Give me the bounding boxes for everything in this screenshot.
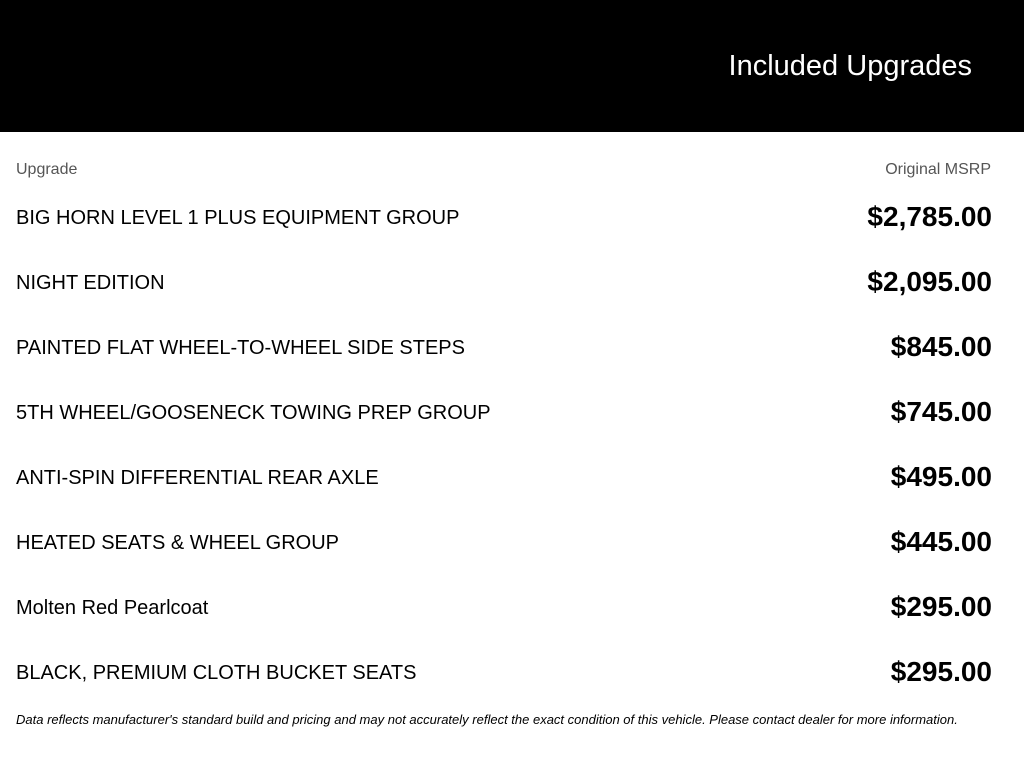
disclaimer-text: Data reflects manufacturer's standard build and pricing and may not accurately reflect the exact condition of this vehicle. Please contact dealer for more information. xyxy=(16,712,958,727)
upgrade-price: $495.00 xyxy=(890,461,992,492)
upgrade-price: $745.00 xyxy=(890,396,992,427)
upgrade-name: BLACK, PREMIUM CLOTH BUCKET SEATS xyxy=(16,662,417,684)
upgrade-name: ANTI-SPIN DIFFERENTIAL REAR AXLE xyxy=(16,467,379,489)
upgrade-row xyxy=(16,184,992,249)
upgrade-row xyxy=(16,314,992,379)
msrp-column-header: Original MSRP xyxy=(885,161,991,178)
header-banner xyxy=(0,0,1024,132)
upgrade-list xyxy=(16,184,992,704)
upgrade-row xyxy=(16,249,992,314)
upgrade-price: $2,095.00 xyxy=(867,266,992,297)
column-headers xyxy=(16,160,992,180)
upgrade-price: $445.00 xyxy=(890,526,992,557)
upgrade-column-header: Upgrade xyxy=(16,161,78,178)
upgrade-name: PAINTED FLAT WHEEL-TO-WHEEL SIDE STEPS xyxy=(16,337,465,359)
upgrade-name: HEATED SEATS & WHEEL GROUP xyxy=(16,532,340,554)
upgrade-row xyxy=(16,639,992,704)
page-title: Included Upgrades xyxy=(728,50,972,82)
upgrade-price: $295.00 xyxy=(890,591,992,622)
upgrade-row xyxy=(16,379,992,444)
upgrade-row xyxy=(16,509,992,574)
upgrade-name: NIGHT EDITION xyxy=(16,272,165,294)
upgrade-name: 5TH WHEEL/GOOSENECK TOWING PREP GROUP xyxy=(16,402,491,424)
upgrade-price: $2,785.00 xyxy=(867,201,992,232)
upgrade-row xyxy=(16,444,992,509)
upgrade-price: $845.00 xyxy=(890,331,992,362)
upgrade-price: $295.00 xyxy=(890,656,992,687)
upgrade-row xyxy=(16,574,992,639)
upgrade-name: BIG HORN LEVEL 1 PLUS EQUIPMENT GROUP xyxy=(16,207,460,229)
upgrade-name: Molten Red Pearlcoat xyxy=(16,597,209,619)
